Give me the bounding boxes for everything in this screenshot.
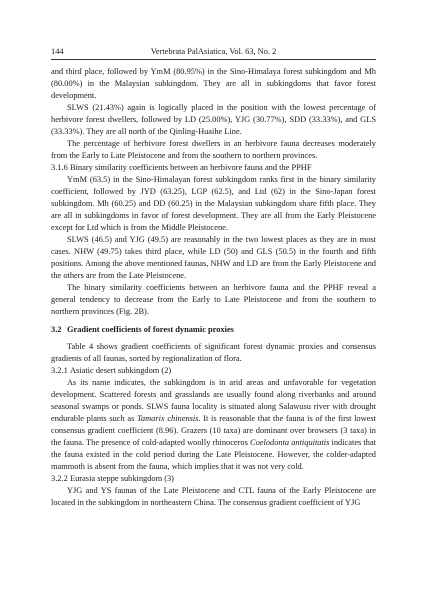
paragraph-binary-trend: The binary similarity coefficients between an herbivore fauna and the PPHF reveal a general tendency to decrease from the Early to Late Pleistocene and from the southern to northern provinces (Fig. 2B). (51, 283, 376, 316)
subsection-number: 3.2.2 (51, 474, 68, 483)
header-rule (51, 59, 376, 60)
paragraph-asiatic-desert (51, 377, 376, 473)
text-run: . It is reasonable that the fauna is of the first lowest consensus gradient coefficient (8.96). Grazers (10 taxa) are dominant over browsers (3 taxa) in the fauna. The presence of cold-adapted woolly rhinoceros (51, 414, 376, 447)
subsection-heading-3-1-6 (51, 162, 376, 174)
paragraph-percentage-trend: The percentage of herbivore forest dwellers in an herbivore fauna decreases moderately from the Early to Late Pleistocene and from the southern to northern provinces. (51, 139, 376, 160)
running-title: Vertebrata PalAsiatica, Vol. 63, No. 2 (150, 47, 277, 56)
subsection-heading-3-2-1 (51, 365, 376, 377)
section-title: Gradient coefficients of forest dynamic proxies (67, 325, 234, 334)
subsection-title: Binary similarity coefficients between an herbivore fauna and the PPHF (70, 163, 312, 172)
paragraph-lowest-places: SLWS (46.5) and YJG (49.5) are reasonably in the two lowest places as they are in most cases. NHW (49.75) takes third place, while LD (50) and GLS (50.5) in the fourth and fifth positions. Among the above mentioned faunas, NHW and LD are from the Early Pleistocene and the others are from the Late Pleistocene. (51, 235, 376, 280)
paragraph-slws-percentage: SLWS (21.43%) again is logically placed in the position with the lowest percentage of herbivore forest dwellers, followed by LD (25.00%), YJG (30.77%), SDD (33.33%), and GLS (33.33%). They are all north of the Qinling-Huaihe Line. (51, 103, 376, 136)
page-number: 144 (51, 47, 64, 56)
paragraph-continued: and third place, followed by YmM (80.95%) in the Sino-Himalaya forest subkingdom and Mh (80.00%) in the Malaysian subkingdom. They are all in subkingdoms that favor forest development. (51, 67, 376, 100)
subsection-heading-3-2-2 (51, 473, 376, 485)
paragraph-ymm-ranking: YmM (63.5) in the Sino-Himalayan forest subkingdom ranks first in the binary similarity coefficient, followed by JYD (63.25), LGP (62.5), and Ltd (62) in the Sino-Japan forest subkingdom. Mh (60.25) and DD (60.25) in the Malaysian subkingdom share fifth place. They are all in subkingdoms in favor of forest development. They are all from the Early Pleistocene except for Ltd which is from the Middle Pleistocene. (51, 175, 376, 232)
paragraph-table-4: Table 4 shows gradient coefficients of significant forest dynamic proxies and consensus gradients of all faunas, sorted by regionalization of flora. (51, 342, 376, 363)
taxon-name: Tamarix chinensis (137, 414, 199, 423)
section-number: 3.2 (51, 325, 62, 334)
text-run: indicates that the fauna existed in the cold period during the Late Pleistocene. However, the colder-adapted mammoth is absent from the fauna, which implies that it was not very cold. (51, 438, 376, 471)
running-header (51, 46, 376, 58)
subsection-number: 3.1.6 (51, 163, 68, 172)
body-text (51, 66, 376, 586)
subsection-title: Eurasia steppe subkingdom (3) (70, 474, 174, 483)
section-heading-3-2 (51, 324, 376, 336)
taxon-name: Coelodonta antiquitatis (250, 438, 330, 447)
paragraph-eurasia-steppe: YJG and YS faunas of the Late Pleistocene and CTL fauna of the Early Pleistocene are located in the subkingdom in northeastern China. The consensus gradient coefficient of YJG (51, 486, 376, 507)
subsection-number: 3.2.1 (51, 366, 68, 375)
subsection-title: Asiatic desert subkingdom (2) (70, 366, 172, 375)
text-run: As its name indicates, the subkingdom is in arid areas and unfavorable for vegetation development. Scattered forests and grasslands are usually found along riverbanks and around seasonal swamps or ponds. SLWS fauna locality is situated along Salawusu river with drought endurable plants such as (51, 378, 376, 423)
